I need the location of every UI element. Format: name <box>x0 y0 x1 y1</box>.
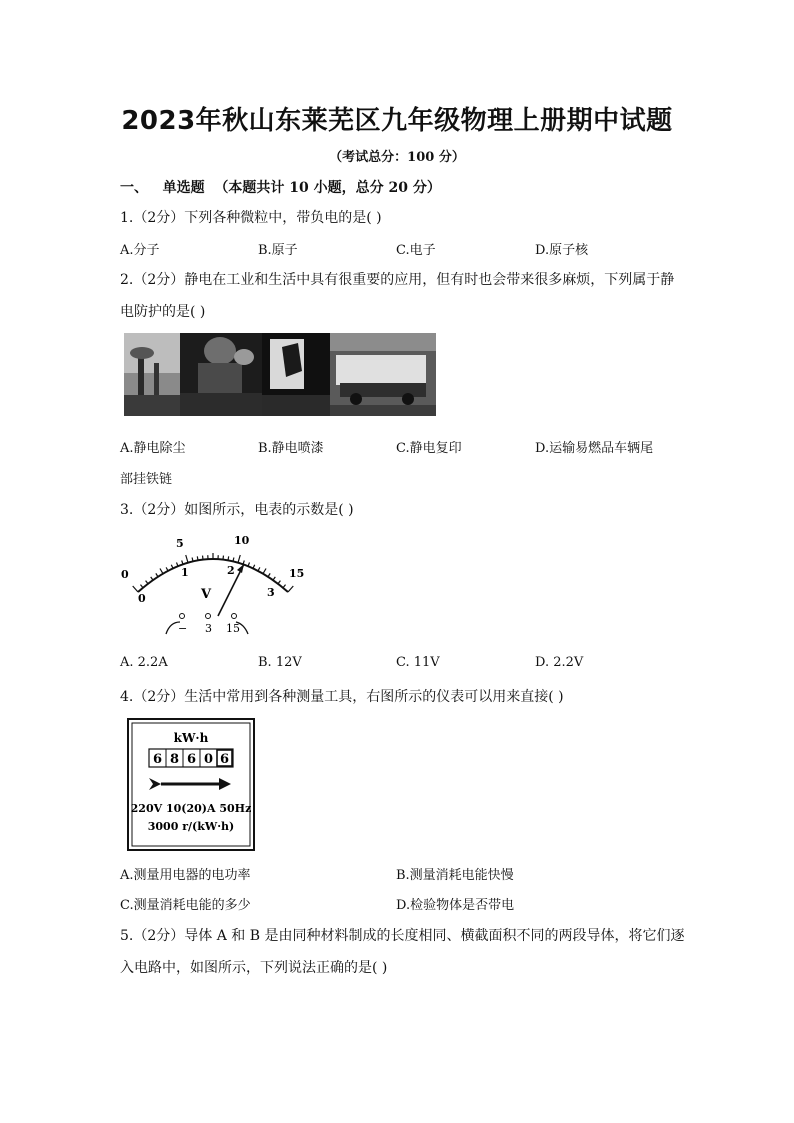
terminal-negative <box>180 614 185 619</box>
q2-option-d: D.运输易燃品车辆尾 <box>535 441 654 456</box>
photo-electrostatic-spraying <box>180 333 262 416</box>
bottom-scale-2: 2 <box>227 564 235 577</box>
meter-digit-1: 6 <box>152 752 163 767</box>
meter-spec-line1: 220V 10(20)A 50Hz <box>130 802 252 815</box>
scale-tick <box>238 555 240 563</box>
top-scale-5: 5 <box>176 537 184 550</box>
top-scale-15: 15 <box>289 567 305 580</box>
scale-tick <box>288 586 293 592</box>
question-5-stem-line1: 5.（2分）导体 A 和 B 是由同种材料制成的长度相同、横截面积不同的两段导体，将它们逐 <box>120 928 685 944</box>
bottom-scale-0: 0 <box>138 592 146 605</box>
q3-option-a: A. 2.2A <box>120 655 168 670</box>
scale-tick <box>146 581 148 584</box>
q2-option-d-continued: 部挂铁链 <box>120 472 173 487</box>
terminal-label-neg: − <box>178 622 188 635</box>
meter-digit-row <box>149 749 233 767</box>
question-2-stem-line1: 2.（2分）静电在工业和生活中具有很重要的应用，但有时也会带来很多麻烦，下列属于静 <box>120 272 675 288</box>
scale-tick <box>273 577 275 580</box>
q2-photo-strip <box>124 333 436 416</box>
meter-digit-2: 8 <box>169 752 180 767</box>
terminal-3 <box>206 614 211 619</box>
question-5-stem-line2: 入电路中，如图所示，下列说法正确的是( ) <box>120 960 388 976</box>
scale-tick <box>160 568 163 573</box>
scale-tick <box>140 585 143 588</box>
meter-digit-3: 6 <box>186 752 197 767</box>
scale-tick <box>263 568 266 573</box>
q4-option-c: C.测量消耗电能的多少 <box>120 898 251 913</box>
q4-option-a: A.测量用电器的电功率 <box>120 868 251 883</box>
scale-tick <box>258 567 260 571</box>
photo-electrostatic-precipitator <box>124 333 180 416</box>
scale-tick <box>283 585 286 588</box>
question-2-stem-line2: 电防护的是( ) <box>120 304 206 320</box>
meter-digit-4: 0 <box>203 752 214 767</box>
q1-option-a: A.分子 <box>120 243 160 258</box>
photo-fuel-truck-chain <box>330 333 436 416</box>
scale-tick <box>156 573 158 576</box>
meter-digit-5: 6 <box>219 752 230 767</box>
terminal-label-3: 3 <box>205 622 212 635</box>
q3-option-d: D. 2.2V <box>535 655 584 670</box>
q2-option-c: C.静电复印 <box>396 441 462 456</box>
scale-tick <box>268 573 270 576</box>
section-name: 单选题 <box>162 180 205 196</box>
scale-tick <box>197 556 198 560</box>
question-1-stem: 1.（2分）下列各种微粒中，带负电的是( ) <box>120 210 382 226</box>
page-subtitle: （考试总分：100 分） <box>329 150 465 165</box>
q1-option-c: C.电子 <box>396 243 436 258</box>
q1-option-b: B.原子 <box>258 243 298 258</box>
voltmeter-diagram <box>118 530 308 642</box>
scale-tick <box>278 581 280 584</box>
electricity-meter-diagram <box>127 718 255 851</box>
bottom-scale-1: 1 <box>181 566 189 579</box>
q2-option-b: B.静电喷漆 <box>258 441 324 456</box>
q3-option-b: B. 12V <box>258 655 302 670</box>
terminal-15 <box>232 614 237 619</box>
scale-tick <box>151 577 153 580</box>
scale-tick <box>253 565 255 569</box>
scale-tick <box>166 567 168 571</box>
rotation-arrow-icon <box>149 778 231 790</box>
q2-option-a: A.静电除尘 <box>120 441 186 456</box>
q3-option-c: C. 11V <box>396 655 440 670</box>
scale-tick <box>228 556 229 560</box>
section-note: （本题共计 10 小题，总分 20 分） <box>214 180 441 196</box>
section-number: 一、 <box>120 180 148 196</box>
scale-tick <box>186 555 188 563</box>
q4-option-b: B.测量消耗电能快慢 <box>396 868 514 883</box>
meter-spec-line2: 3000 r/(kW·h) <box>147 820 235 833</box>
section-header <box>120 177 441 197</box>
top-scale-0: 0 <box>121 568 129 581</box>
photo-photocopier <box>262 333 330 416</box>
unit-label: V <box>201 587 212 602</box>
question-4-stem: 4.（2分）生活中常用到各种测量工具，右图所示的仪表可以用来直接( ) <box>120 689 564 705</box>
question-3-stem: 3.（2分）如图所示，电表的示数是( ) <box>120 502 354 518</box>
q4-option-d: D.检验物体是否带电 <box>396 898 515 913</box>
q1-option-d: D.原子核 <box>535 243 589 258</box>
scale-tick <box>171 565 173 569</box>
top-scale-10: 10 <box>234 534 250 547</box>
bottom-scale-3: 3 <box>267 586 275 599</box>
meter-unit: kW·h <box>173 731 209 745</box>
page-title: 2023年秋山东莱芜区九年级物理上册期中试题 <box>121 106 673 136</box>
terminal-label-15: 15 <box>226 622 240 635</box>
